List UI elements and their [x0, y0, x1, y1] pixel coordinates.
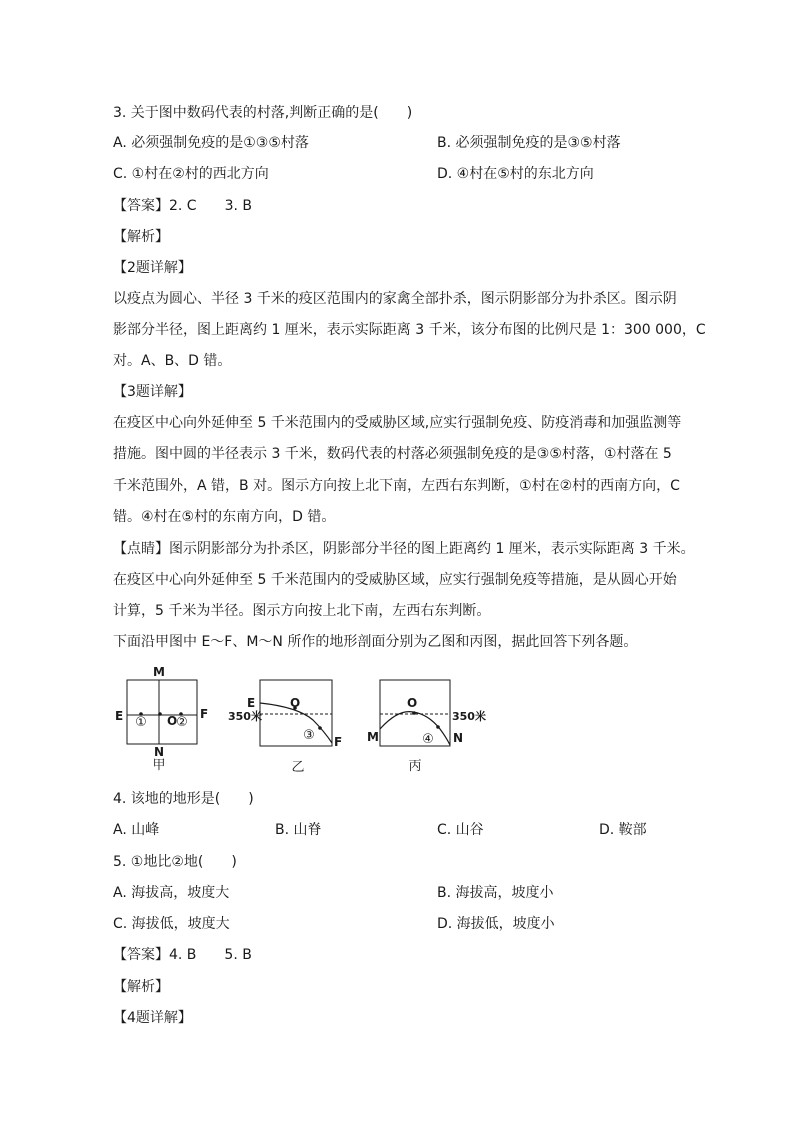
pointer-line: 计算，5 千米为半径。图示方向按上北下南，左西右东判断。 — [113, 603, 491, 619]
q4-option-a: A. 山峰 — [113, 822, 160, 838]
jia-frame — [127, 680, 197, 744]
q5-stem: 5. ①地比②地( ) — [113, 854, 237, 870]
q3-stem: 3. 关于图中数码代表的村落,判断正确的是( ) — [113, 105, 413, 121]
q5-option-c: C. 海拔低，坡度大 — [113, 916, 230, 932]
yi-village-3: ③ — [303, 728, 315, 743]
figure-bing — [367, 680, 486, 774]
jia-label-f: F — [200, 707, 209, 721]
jia-village-1: ① — [135, 715, 147, 730]
intro-line: 下面沿甲图中 E～F、M～N 所作的地形剖面分别为乙图和丙图，据此回答下列各题。 — [113, 634, 638, 650]
bing-label-n: N — [453, 731, 464, 745]
jia-label-e: E — [115, 709, 124, 723]
jia-label-o: O — [167, 714, 178, 728]
q3-detail-line: 错。④村在⑤村的东南方向，D 错。 — [113, 509, 336, 525]
q5-option-a: A. 海拔高，坡度大 — [113, 885, 230, 901]
q5-option-d: D. 海拔低，坡度小 — [437, 916, 555, 932]
terrain-figure-svg — [108, 663, 508, 778]
terrain-figure — [108, 663, 508, 778]
q3-detail-line: 千米范围外，A 错，B 对。图示方向按上北下南，左西右东判断，①村在②村的西南方向，C — [113, 478, 680, 494]
yi-elevation-label: 350米 — [228, 710, 262, 723]
answer-label-2: 【答案】4. B 5. B — [113, 947, 252, 963]
figure-jia — [115, 665, 208, 773]
q2-detail-line: 影部分半径，图上距离约 1 厘米，表示实际距离 3 千米，该分布图的比例尺是 1：300 000，C — [113, 322, 706, 338]
q3-option-d: D. ④村在⑤村的东北方向 — [437, 166, 594, 182]
analysis-label-2: 【解析】 — [113, 979, 169, 995]
answer-label-1: 【答案】2. C 3. B — [113, 198, 252, 214]
pointer-line: 【点睛】图示阴影部分为扑杀区，阴影部分半径的图上距离约 1 厘米，表示实际距离 3 千米。 — [113, 541, 695, 557]
q4-option-b: B. 山脊 — [275, 822, 322, 838]
q3-detail-line: 在疫区中心向外延伸至 5 千米范围内的受威胁区域,应实行强制免疫、防疫消毒和加强监测等 — [113, 415, 682, 431]
yi-label-o: O — [290, 696, 301, 710]
jia-point-o — [158, 712, 162, 716]
bing-elevation-label: 350米 — [452, 710, 486, 723]
jia-village-2: ② — [176, 715, 188, 730]
q2-detail-line: 对。A、B、D 错。 — [113, 353, 232, 369]
q4-option-d: D. 鞍部 — [599, 822, 647, 838]
q3-option-a: A. 必须强制免疫的是①③⑤村落 — [113, 135, 309, 151]
jia-label-m: M — [153, 665, 165, 679]
q3-detail-line: 措施。图中圆的半径表示 3 千米，数码代表的村落必须强制免疫的是③⑤村落，①村落在 5 — [113, 446, 672, 462]
q4-option-c: C. 山谷 — [437, 822, 484, 838]
bing-profile-curve — [380, 712, 450, 745]
jia-label-n: N — [153, 745, 165, 759]
bing-label-m: M — [367, 730, 379, 744]
q3-detail-heading: 【3题详解】 — [113, 384, 192, 400]
q5-option-b: B. 海拔高，坡度小 — [437, 885, 554, 901]
bing-label-o: O — [407, 696, 418, 710]
figure-yi — [228, 680, 342, 775]
q2-detail-heading: 【2题详解】 — [113, 260, 192, 276]
q4-detail-heading: 【4题详解】 — [113, 1010, 192, 1026]
analysis-label-1: 【解析】 — [113, 229, 169, 245]
yi-frame — [260, 680, 332, 746]
jia-caption: 甲 — [152, 758, 166, 773]
yi-point-3 — [318, 726, 322, 730]
bing-point-4 — [436, 725, 440, 729]
bing-point-o — [412, 711, 416, 715]
q3-option-c: C. ①村在②村的西北方向 — [113, 166, 269, 182]
bing-caption: 丙 — [408, 759, 422, 774]
q3-option-b: B. 必须强制免疫的是③⑤村落 — [437, 135, 621, 151]
yi-caption: 乙 — [291, 760, 305, 775]
q4-stem: 4. 该地的地形是( ) — [113, 791, 254, 807]
pointer-line: 在疫区中心向外延伸至 5 千米范围内的受威胁区域，应实行强制免疫等措施，是从圆心开始 — [113, 572, 677, 588]
yi-label-e: E — [247, 696, 256, 710]
q2-detail-line: 以疫点为圆心、半径 3 千米的疫区范围内的家禽全部扑杀，图示阴影部分为扑杀区。图示阴 — [113, 291, 677, 307]
yi-label-f: F — [334, 735, 343, 749]
bing-village-4: ④ — [422, 732, 434, 747]
